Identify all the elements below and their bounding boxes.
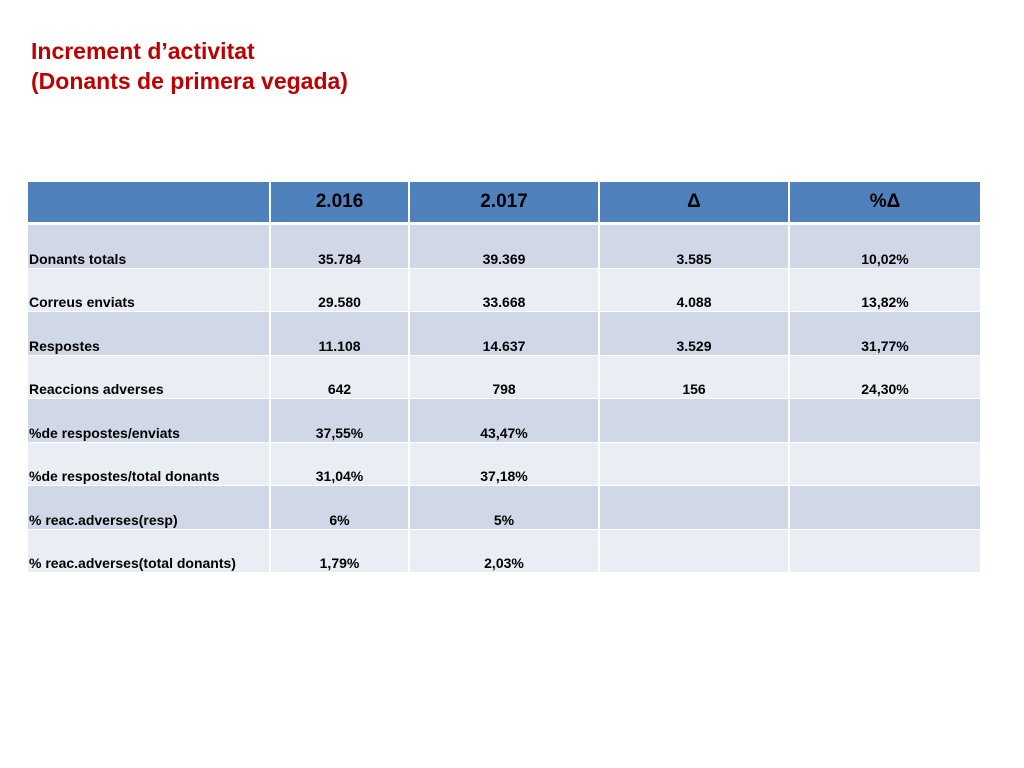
table-row bbox=[28, 399, 980, 443]
cell-pct-delta: 13,82% bbox=[789, 268, 980, 312]
header-cell-label bbox=[28, 182, 270, 224]
cell-2016: 31,04% bbox=[270, 442, 409, 486]
header-cell-2017: 2.017 bbox=[409, 182, 599, 224]
cell-pct-delta: 10,02% bbox=[789, 224, 980, 269]
cell-2016: 35.784 bbox=[270, 224, 409, 269]
table-row bbox=[28, 268, 980, 312]
cell-pct-delta bbox=[789, 442, 980, 486]
row-label: Correus enviats bbox=[28, 268, 270, 312]
cell-2017: 14.637 bbox=[409, 312, 599, 356]
cell-delta bbox=[599, 529, 789, 573]
cell-2016: 37,55% bbox=[270, 399, 409, 443]
table-row bbox=[28, 442, 980, 486]
cell-2017: 39.369 bbox=[409, 224, 599, 269]
cell-pct-delta bbox=[789, 529, 980, 573]
cell-2017: 5% bbox=[409, 486, 599, 530]
cell-pct-delta: 31,77% bbox=[789, 312, 980, 356]
cell-pct-delta: 24,30% bbox=[789, 355, 980, 399]
cell-delta: 3.585 bbox=[599, 224, 789, 269]
cell-2016: 642 bbox=[270, 355, 409, 399]
title-line-2: (Donants de primera vegada) bbox=[31, 68, 348, 94]
title-line-1: Increment d’activitat bbox=[31, 38, 255, 64]
cell-2016: 1,79% bbox=[270, 529, 409, 573]
cell-2017: 33.668 bbox=[409, 268, 599, 312]
table-row bbox=[28, 486, 980, 530]
row-label: %de respostes/enviats bbox=[28, 399, 270, 443]
table-row bbox=[28, 529, 980, 573]
cell-delta bbox=[599, 399, 789, 443]
slide-title bbox=[31, 36, 348, 96]
row-label: Reaccions adverses bbox=[28, 355, 270, 399]
table-row bbox=[28, 312, 980, 356]
table-row bbox=[28, 224, 980, 269]
cell-2017: 43,47% bbox=[409, 399, 599, 443]
cell-2016: 29.580 bbox=[270, 268, 409, 312]
row-label: % reac.adverses(resp) bbox=[28, 486, 270, 530]
cell-delta bbox=[599, 486, 789, 530]
cell-2016: 11.108 bbox=[270, 312, 409, 356]
cell-2017: 37,18% bbox=[409, 442, 599, 486]
header-row bbox=[28, 182, 980, 224]
row-label: %de respostes/total donants bbox=[28, 442, 270, 486]
row-label: Respostes bbox=[28, 312, 270, 356]
cell-delta: 4.088 bbox=[599, 268, 789, 312]
cell-delta: 156 bbox=[599, 355, 789, 399]
row-label: Donants totals bbox=[28, 224, 270, 269]
header-cell-pct-delta: %Δ bbox=[789, 182, 980, 224]
cell-2017: 798 bbox=[409, 355, 599, 399]
cell-delta: 3.529 bbox=[599, 312, 789, 356]
cell-delta bbox=[599, 442, 789, 486]
cell-2017: 2,03% bbox=[409, 529, 599, 573]
cell-pct-delta bbox=[789, 486, 980, 530]
data-table bbox=[28, 182, 980, 573]
table-row bbox=[28, 355, 980, 399]
row-label: % reac.adverses(total donants) bbox=[28, 529, 270, 573]
header-cell-delta: Δ bbox=[599, 182, 789, 224]
cell-2016: 6% bbox=[270, 486, 409, 530]
cell-pct-delta bbox=[789, 399, 980, 443]
header-cell-2016: 2.016 bbox=[270, 182, 409, 224]
